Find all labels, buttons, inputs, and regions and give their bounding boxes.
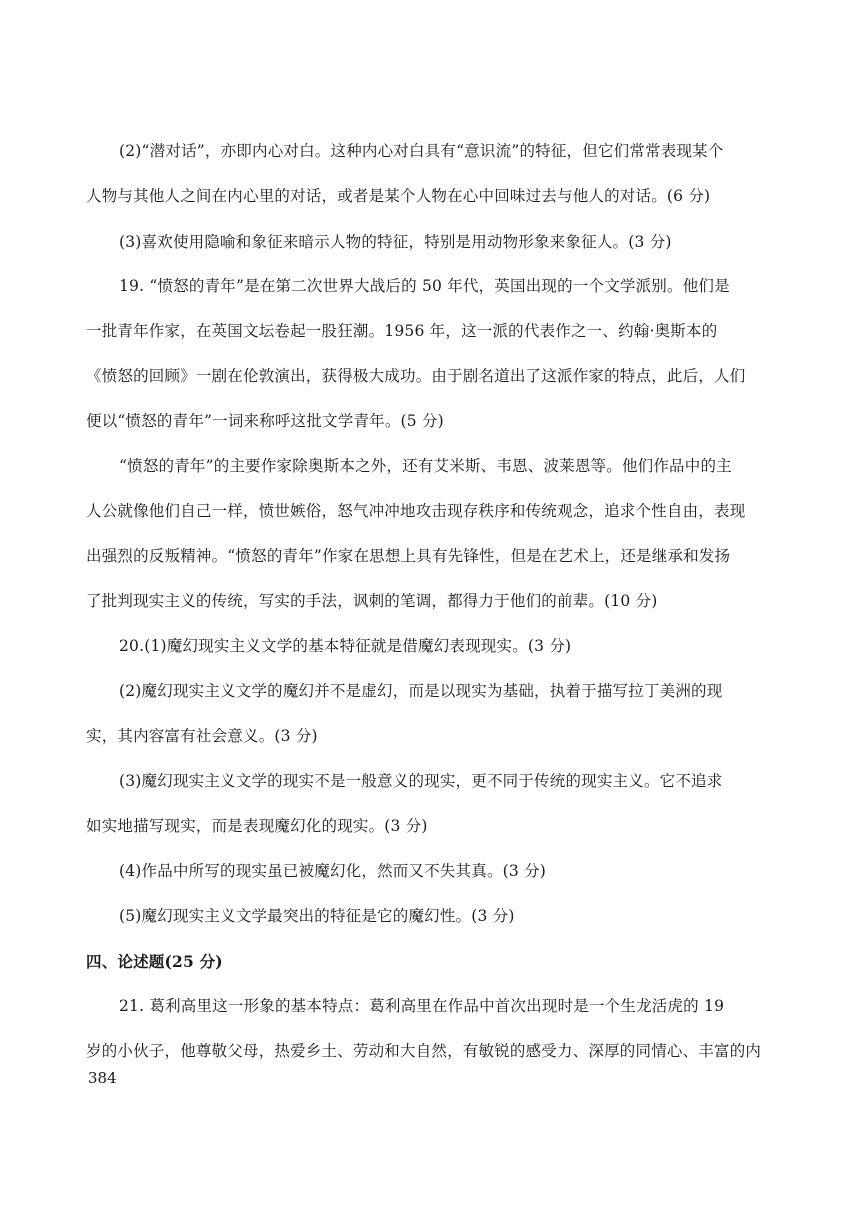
text-line: 19. “愤怒的青年”是在第二次世界大战后的 50 年代，英国出现的一个文学派别。他们是 bbox=[119, 277, 730, 295]
page-number: 384 bbox=[88, 1069, 117, 1087]
text-line: (5)魔幻现实主义文学最突出的特征是它的魔幻性。(3 分) bbox=[119, 907, 515, 925]
text-line: 人公就像他们自己一样，愤世嫉俗，怒气冲冲地攻击现存秩序和传统观念，追求个性自由，表现 bbox=[86, 502, 746, 520]
text-line: 《愤怒的回顾》一剧在伦敦演出，获得极大成功。由于剧名道出了这派作家的特点，此后，人们 bbox=[86, 367, 746, 385]
text-line: “愤怒的青年”的主要作家除奥斯本之外，还有艾米斯、韦恩、波莱恩等。他们作品中的主 bbox=[119, 457, 732, 475]
text-line: (3)喜欢使用隐喻和象征来暗示人物的特征，特别是用动物形象来象征人。(3 分) bbox=[119, 233, 672, 251]
text-line: (2)“潜对话”，亦即内心对白。这种内心对白具有“意识流”的特征，但它们常常表现某个 bbox=[119, 142, 724, 160]
text-line: (2)魔幻现实主义文学的魔幻并不是虚幻，而是以现实为基础，执着于描写拉丁美洲的现 bbox=[119, 682, 723, 700]
text-line: (4)作品中所写的现实虽已被魔幻化，然而又不失其真。(3 分) bbox=[119, 862, 547, 880]
text-line: (3)魔幻现实主义文学的现实不是一般意义的现实，更不同于传统的现实主义。它不追求 bbox=[119, 772, 723, 790]
text-line: 如实地描写现实，而是表现魔幻化的现实。(3 分) bbox=[86, 817, 428, 835]
text-line: 出强烈的反叛精神。“愤怒的青年”作家在思想上具有先锋性，但是在艺术上，还是继承和发扬 bbox=[86, 547, 731, 565]
text-line: 实，其内容富有社会意义。(3 分) bbox=[86, 727, 318, 745]
text-line: 20.(1)魔幻现实主义文学的基本特征就是借魔幻表现现实。(3 分) bbox=[119, 637, 572, 655]
text-line: 21. 葛利高里这一形象的基本特点：葛利高里在作品中首次出现时是一个生龙活虎的 19 bbox=[119, 997, 725, 1015]
text-line: 了批判现实主义的传统，写实的手法，讽刺的笔调，都得力于他们的前辈。(10 分) bbox=[86, 592, 658, 610]
text-line: 岁的小伙子，他尊敬父母，热爱乡土、劳动和大自然，有敏锐的感受力、深厚的同情心、丰富的内 bbox=[86, 1042, 762, 1060]
text-line: 便以“愤怒的青年”一词来称呼这批文学青年。(5 分) bbox=[86, 412, 444, 430]
section-heading: 四、论述题(25 分) bbox=[86, 952, 223, 971]
text-line: 人物与其他人之间在内心里的对话，或者是某个人物在心中回味过去与他人的对话。(6 分) bbox=[86, 187, 711, 205]
text-line: 一批青年作家，在英国文坛卷起一股狂潮。1956 年，这一派的代表作之一、约翰·奥斯本的 bbox=[86, 322, 718, 340]
